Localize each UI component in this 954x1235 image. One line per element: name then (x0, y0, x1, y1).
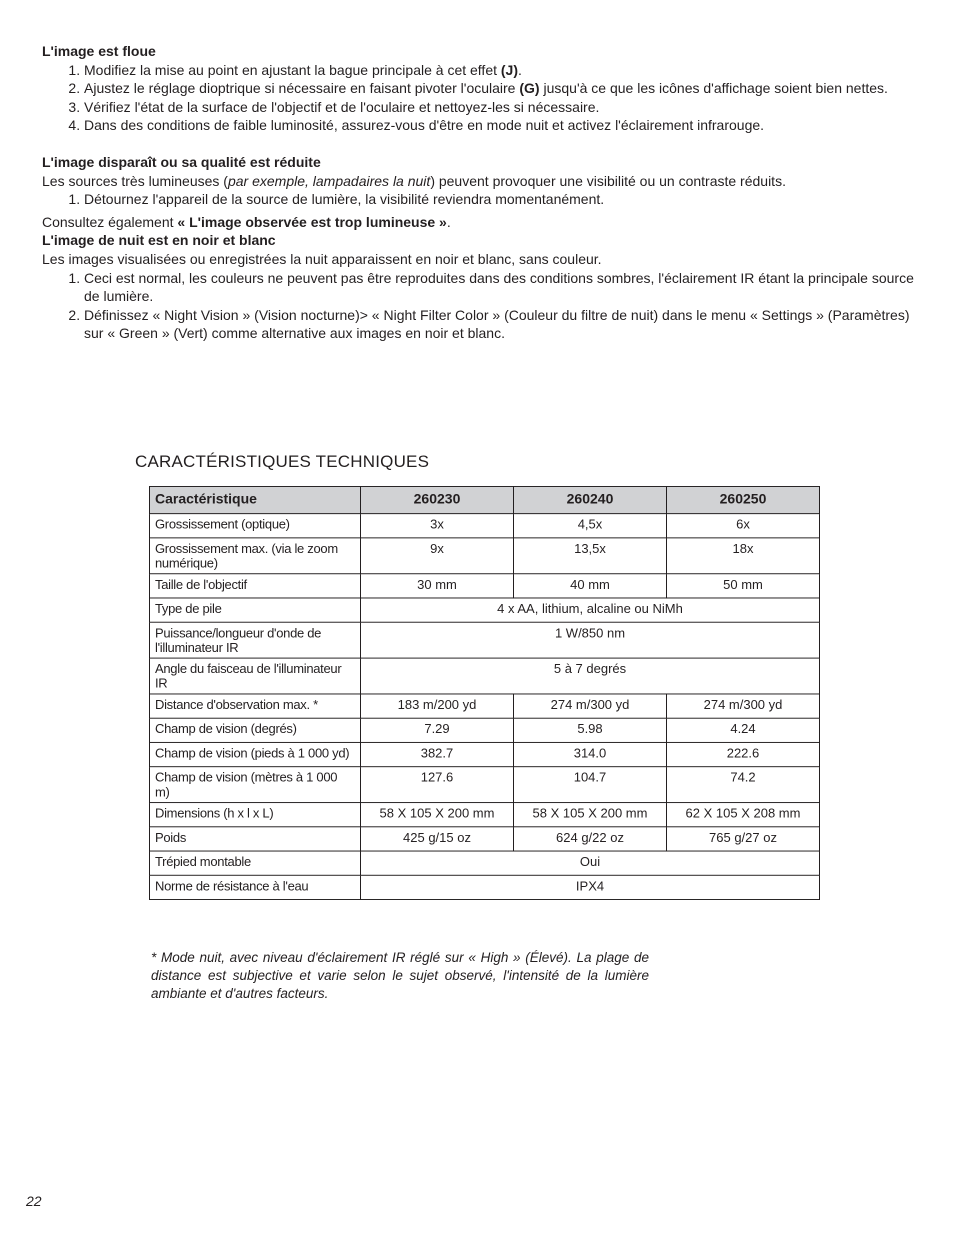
row-label: Angle du faisceau de l'illuminateur IR (150, 658, 361, 694)
table-cell: 18x (667, 538, 820, 574)
table-cell: 58 X 105 X 200 mm (514, 803, 667, 827)
table-row (150, 658, 820, 694)
row-label: Poids (150, 827, 361, 851)
table-cell: 425 g/15 oz (361, 827, 514, 851)
table-cell: 314.0 (514, 742, 667, 766)
table-cell: 5 à 7 degrés (361, 658, 820, 694)
row-label: Grossissement max. (via le zoom numérique) (150, 538, 361, 574)
list-item: 1. Modifiez la mise au point en ajustant la bague principale à cet effet (J). (84, 61, 914, 80)
row-label: Champ de vision (pieds à 1 000 yd) (150, 742, 361, 766)
table-row (150, 875, 820, 899)
header-cell: 260250 (667, 486, 820, 513)
table-row (150, 622, 820, 658)
row-label: Distance d'observation max. * (150, 694, 361, 718)
table-row (150, 538, 820, 574)
table-cell: 222.6 (667, 742, 820, 766)
heading-blurry: L'image est floue (42, 43, 156, 59)
list-blurry (42, 61, 914, 135)
table-cell: 13,5x (514, 538, 667, 574)
table-cell: 5.98 (514, 718, 667, 742)
table-cell: 274 m/300 yd (667, 694, 820, 718)
table-cell: 127.6 (361, 767, 514, 803)
list-item: 2. Définissez « Night Vision » (Vision nocturne)> « Night Filter Color » (Couleur du filtre de nuit) dans le menu « Settings » (Paramètres) sur « Green » (Vert) comme alternative aux images en noir et blanc. (84, 306, 914, 343)
table-row (150, 803, 820, 827)
table-cell: 9x (361, 538, 514, 574)
list-disappears (42, 190, 914, 209)
table-cell: 274 m/300 yd (514, 694, 667, 718)
table-row (150, 694, 820, 718)
header-cell: Caractéristique (150, 486, 361, 513)
footnote: * Mode nuit, avec niveau d'éclairement IR réglé sur « High » (Élevé). La plage de distance est subjective et varie selon le sujet observé, l'intensité de la lumière ambiante et d'autres facteurs. (151, 949, 649, 1002)
table-cell: 30 mm (361, 574, 514, 598)
troubleshooting-text (42, 42, 914, 343)
table-cell: 62 X 105 X 208 mm (667, 803, 820, 827)
row-label: Taille de l'objectif (150, 574, 361, 598)
table-row (150, 851, 820, 875)
table-cell: 4 x AA, lithium, alcaline ou NiMh (361, 598, 820, 622)
see-also: Consultez également « L'image observée est trop lumineuse ». (42, 213, 451, 230)
specs-title: CARACTÉRISTIQUES TECHNIQUES (135, 452, 430, 471)
row-label: Champ de vision (degrés) (150, 718, 361, 742)
table-cell: 3x (361, 514, 514, 538)
table-cell: 624 g/22 oz (514, 827, 667, 851)
table-cell: 58 X 105 X 200 mm (361, 803, 514, 827)
list-item: 1. Ceci est normal, les couleurs ne peuvent pas être reproduites dans des conditions sombres, l'éclairement IR étant la principale source de lumière. (84, 269, 914, 306)
table-cell: IPX4 (361, 875, 820, 899)
table-cell: 4.24 (667, 718, 820, 742)
table-cell: 40 mm (514, 574, 667, 598)
table-cell: 50 mm (667, 574, 820, 598)
list-item: 4. Dans des conditions de faible luminosité, assurez-vous d'être en mode nuit et activez l'éclairement infrarouge. (84, 116, 914, 135)
table-cell: 183 m/200 yd (361, 694, 514, 718)
table-row (150, 767, 820, 803)
table-cell: 765 g/27 oz (667, 827, 820, 851)
table-row (150, 742, 820, 766)
table-row (150, 574, 820, 598)
page-number: 22 (26, 1193, 42, 1209)
table-cell: Oui (361, 851, 820, 875)
table-row (150, 514, 820, 538)
row-label: Grossissement (optique) (150, 514, 361, 538)
row-label: Champ de vision (mètres à 1 000 m) (150, 767, 361, 803)
specs-table (149, 486, 820, 900)
list-item: 3. Vérifiez l'état de la surface de l'objectif et de l'oculaire et nettoyez-les si nécessaire. (84, 98, 914, 117)
row-label: Dimensions (h x l x L) (150, 803, 361, 827)
table-cell: 382.7 (361, 742, 514, 766)
list-item: 1. Détournez l'appareil de la source de lumière, la visibilité reviendra momentanément. (84, 190, 914, 209)
list-night (42, 269, 914, 343)
heading-night: L'image de nuit est en noir et blanc (42, 232, 276, 249)
paragraph-disappears: Les sources très lumineuses (par exemple, lampadaires la nuit) peuvent provoquer une visibilité ou un contraste réduits. (42, 172, 786, 189)
table-cell: 4,5x (514, 514, 667, 538)
table-header-row (150, 486, 820, 513)
table-cell: 1 W/850 nm (361, 622, 820, 658)
header-cell: 260230 (361, 486, 514, 513)
row-label: Type de pile (150, 598, 361, 622)
row-label: Norme de résistance à l'eau (150, 875, 361, 899)
table-row (150, 718, 820, 742)
paragraph-night: Les images visualisées ou enregistrées la nuit apparaissent en noir et blanc, sans couleur. (42, 250, 602, 267)
row-label: Trépied montable (150, 851, 361, 875)
list-item: 2. Ajustez le réglage dioptrique si nécessaire en faisant pivoter l'oculaire (G) jusqu'à ce que les icônes d'affichage soient bien nettes. (84, 79, 914, 98)
table-cell: 7.29 (361, 718, 514, 742)
table-cell: 74.2 (667, 767, 820, 803)
table-row (150, 598, 820, 622)
table-cell: 104.7 (514, 767, 667, 803)
row-label: Puissance/longueur d'onde de l'illuminateur IR (150, 622, 361, 658)
heading-disappears: L'image disparaît ou sa qualité est réduite (42, 153, 321, 170)
header-cell: 260240 (514, 486, 667, 513)
table-cell: 6x (667, 514, 820, 538)
table-row (150, 827, 820, 851)
